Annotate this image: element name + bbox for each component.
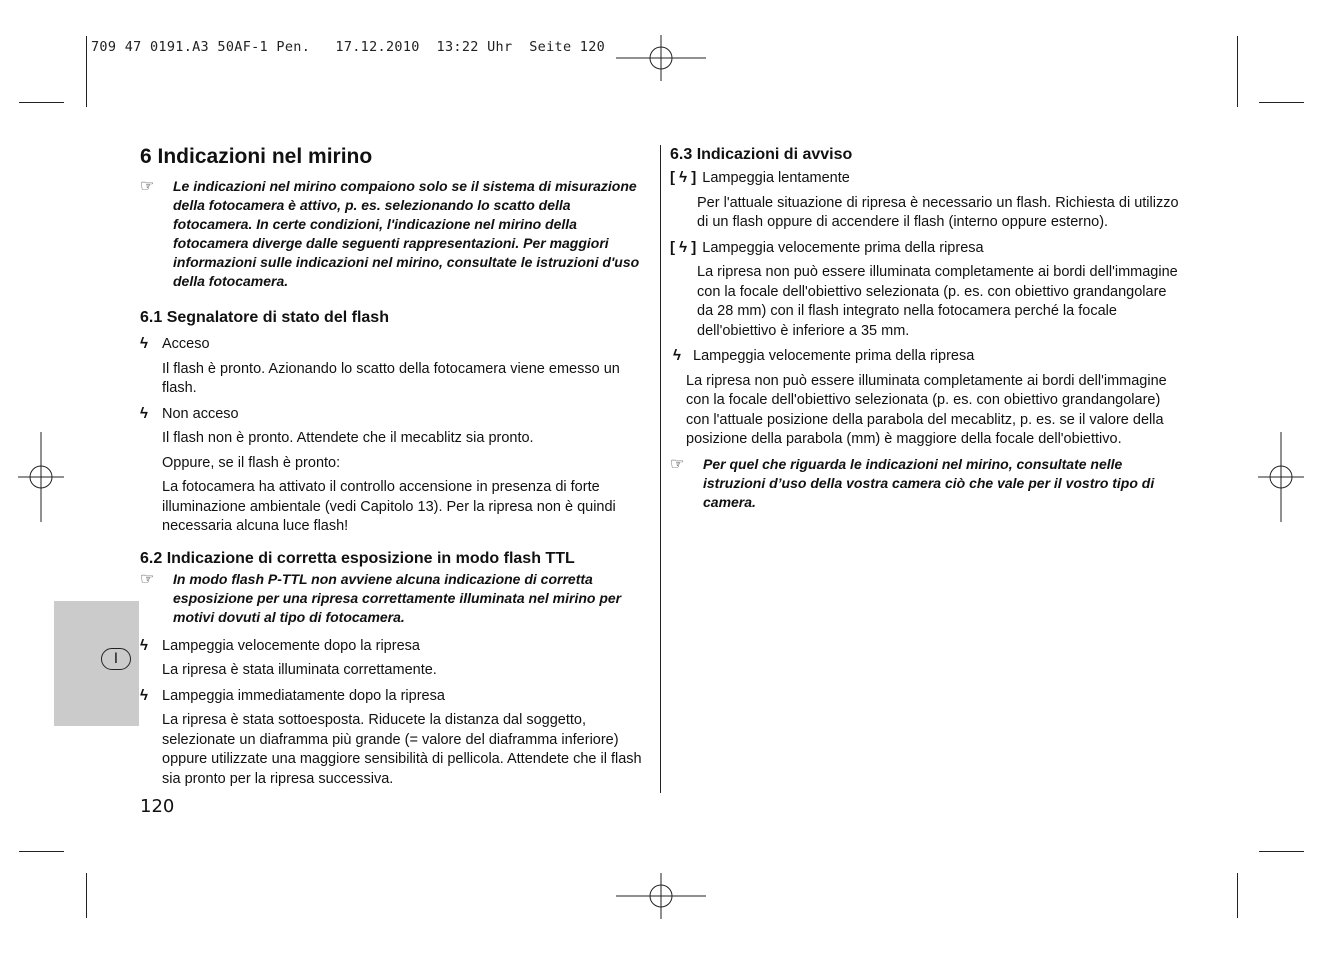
warning-state (670, 168, 1185, 189)
right-column (670, 144, 1185, 512)
registration-mark-icon (0, 432, 86, 522)
state-label: Lampeggia velocemente prima della ripresa (693, 348, 975, 364)
flash-state (140, 404, 650, 425)
note-text: Le indicazioni nel mirino compaiono solo se il sistema di misurazione della fotocamera è attivo, p. es. selezionando lo scatto della fotocamera. In certe condizioni, l'indicazione nel mirino della fotocamera diverge dalle seguenti rappresentazioni. Per maggiori informazioni sulle indicazioni nel mirino, consultate le istruzioni d'uso della fotocamera. (173, 178, 640, 289)
paragraph: La ripresa non può essere illuminata completamente ai bordi dell'immagine con la focale dell'obiettivo selezionata (p. es. con obiettivo grandangolare da 28 mm) con il flash integrato nella fotocamera perché la focale dell'obiettivo è inferiore a 35 mm. (697, 264, 1178, 339)
column-divider (660, 145, 661, 793)
pointing-hand-icon: ☞ (670, 455, 685, 473)
crop-mark (86, 36, 87, 107)
subsection-heading: 6.3 Indicazioni di avviso (670, 146, 853, 163)
pointing-hand-icon: ☞ (140, 570, 155, 588)
warning-state (670, 238, 1185, 259)
paragraph: La ripresa è stata illuminata correttamente. (162, 662, 437, 678)
state-label: Lampeggia immediatamente dopo la ripresa (162, 687, 445, 704)
note-block (670, 455, 1185, 512)
paragraph: Il flash non è pronto. Attendete che il mecablitz sia pronto. (162, 430, 534, 446)
subsection-heading: 6.1 Segnalatore di stato del flash (140, 309, 389, 326)
note-text: Per quel che riguarda le indicazioni nel mirino, consultate nelle istruzioni d’uso della vostra camera ciò che vale per il vostro tipo di camera. (703, 455, 1155, 510)
flash-bolt-icon: ϟ (140, 335, 148, 352)
flash-bolt-icon: [ ϟ ] (670, 238, 697, 256)
page-number: 120 (140, 796, 175, 817)
crop-mark (19, 102, 64, 103)
section-title: 6 Indicazioni nel mirino (140, 145, 373, 168)
registration-mark-icon (1236, 432, 1325, 522)
flash-state (140, 334, 650, 355)
flash-bolt-icon: ϟ (140, 404, 148, 422)
crop-mark (19, 851, 64, 852)
subsection-heading: 6.2 Indicazione di corretta esposizione in modo flash TTL (140, 549, 575, 567)
crop-mark (1237, 36, 1238, 107)
paragraph: Oppure, se il flash è pronto: (162, 454, 341, 471)
crop-mark (1237, 873, 1238, 918)
state-label: Lampeggia velocemente dopo la ripresa (162, 637, 420, 654)
paragraph: Il flash è pronto. Azionando lo scatto della fotocamera viene emesso un flash. (162, 360, 620, 396)
state-label: Lampeggia velocemente prima della ripresa (702, 239, 984, 256)
state-label: Non acceso (162, 405, 239, 422)
crop-mark (1259, 102, 1304, 103)
flash-state (140, 686, 650, 707)
pointing-hand-icon: ☞ (140, 178, 155, 195)
state-label: Lampeggia lentamente (702, 170, 850, 186)
print-slug: 709 47 0191.A3 50AF-1 Pen. 17.12.2010 13:22 Uhr Seite 120 (91, 39, 606, 55)
left-column (140, 143, 650, 789)
warning-state (670, 346, 1185, 367)
flash-bolt-icon: ϟ (140, 686, 148, 704)
flash-bolt-icon: ϟ (673, 347, 681, 364)
note-block (140, 570, 650, 627)
paragraph: La ripresa non può essere illuminata completamente ai bordi dell'immagine con la focale dell'obiettivo selezionata (p. es. con obiettivo grandangolare) con l'attuale posizione della parabola del mecablitz, p. es. se il valore della posizione della parabola (mm) è maggiore della focale dell'obiettivo. (686, 372, 1167, 447)
flash-bolt-icon: [ ϟ ] (670, 169, 697, 186)
registration-mark-icon (616, 13, 706, 103)
language-tab-letter: I (101, 648, 131, 670)
crop-mark (86, 873, 87, 918)
paragraph: La fotocamera ha attivato il controllo accensione in presenza di forte illuminazione ambientale (vedi Capitolo 13). Per la ripresa non è quindi necessaria alcuna luce flash! (162, 479, 616, 534)
flash-state (140, 636, 650, 657)
registration-mark-icon (616, 851, 706, 941)
paragraph: Per l'attuale situazione di ripresa è necessario un flash. Richiesta di utilizzo di un flash oppure di accendere il flash (interno oppure esterno). (697, 194, 1179, 230)
flash-bolt-icon: ϟ (140, 636, 148, 654)
state-label: Acceso (162, 336, 210, 352)
note-text: In modo flash P-TTL non avviene alcuna indicazione di corretta esposizione per una ripresa correttamente illuminata nel mirino per motivi dovuti al tipo di fotocamera. (173, 570, 622, 625)
note-block (140, 177, 650, 291)
paragraph: La ripresa è stata sottoesposta. Riducete la distanza dal soggetto, selezionate un diaframma più grande (= valore del diaframma inferiore) oppure utilizzate una maggiore sensibilità di pellicola. Attendete che il flash sia pronto per la ripresa successiva. (162, 712, 642, 787)
crop-mark (1259, 851, 1304, 852)
